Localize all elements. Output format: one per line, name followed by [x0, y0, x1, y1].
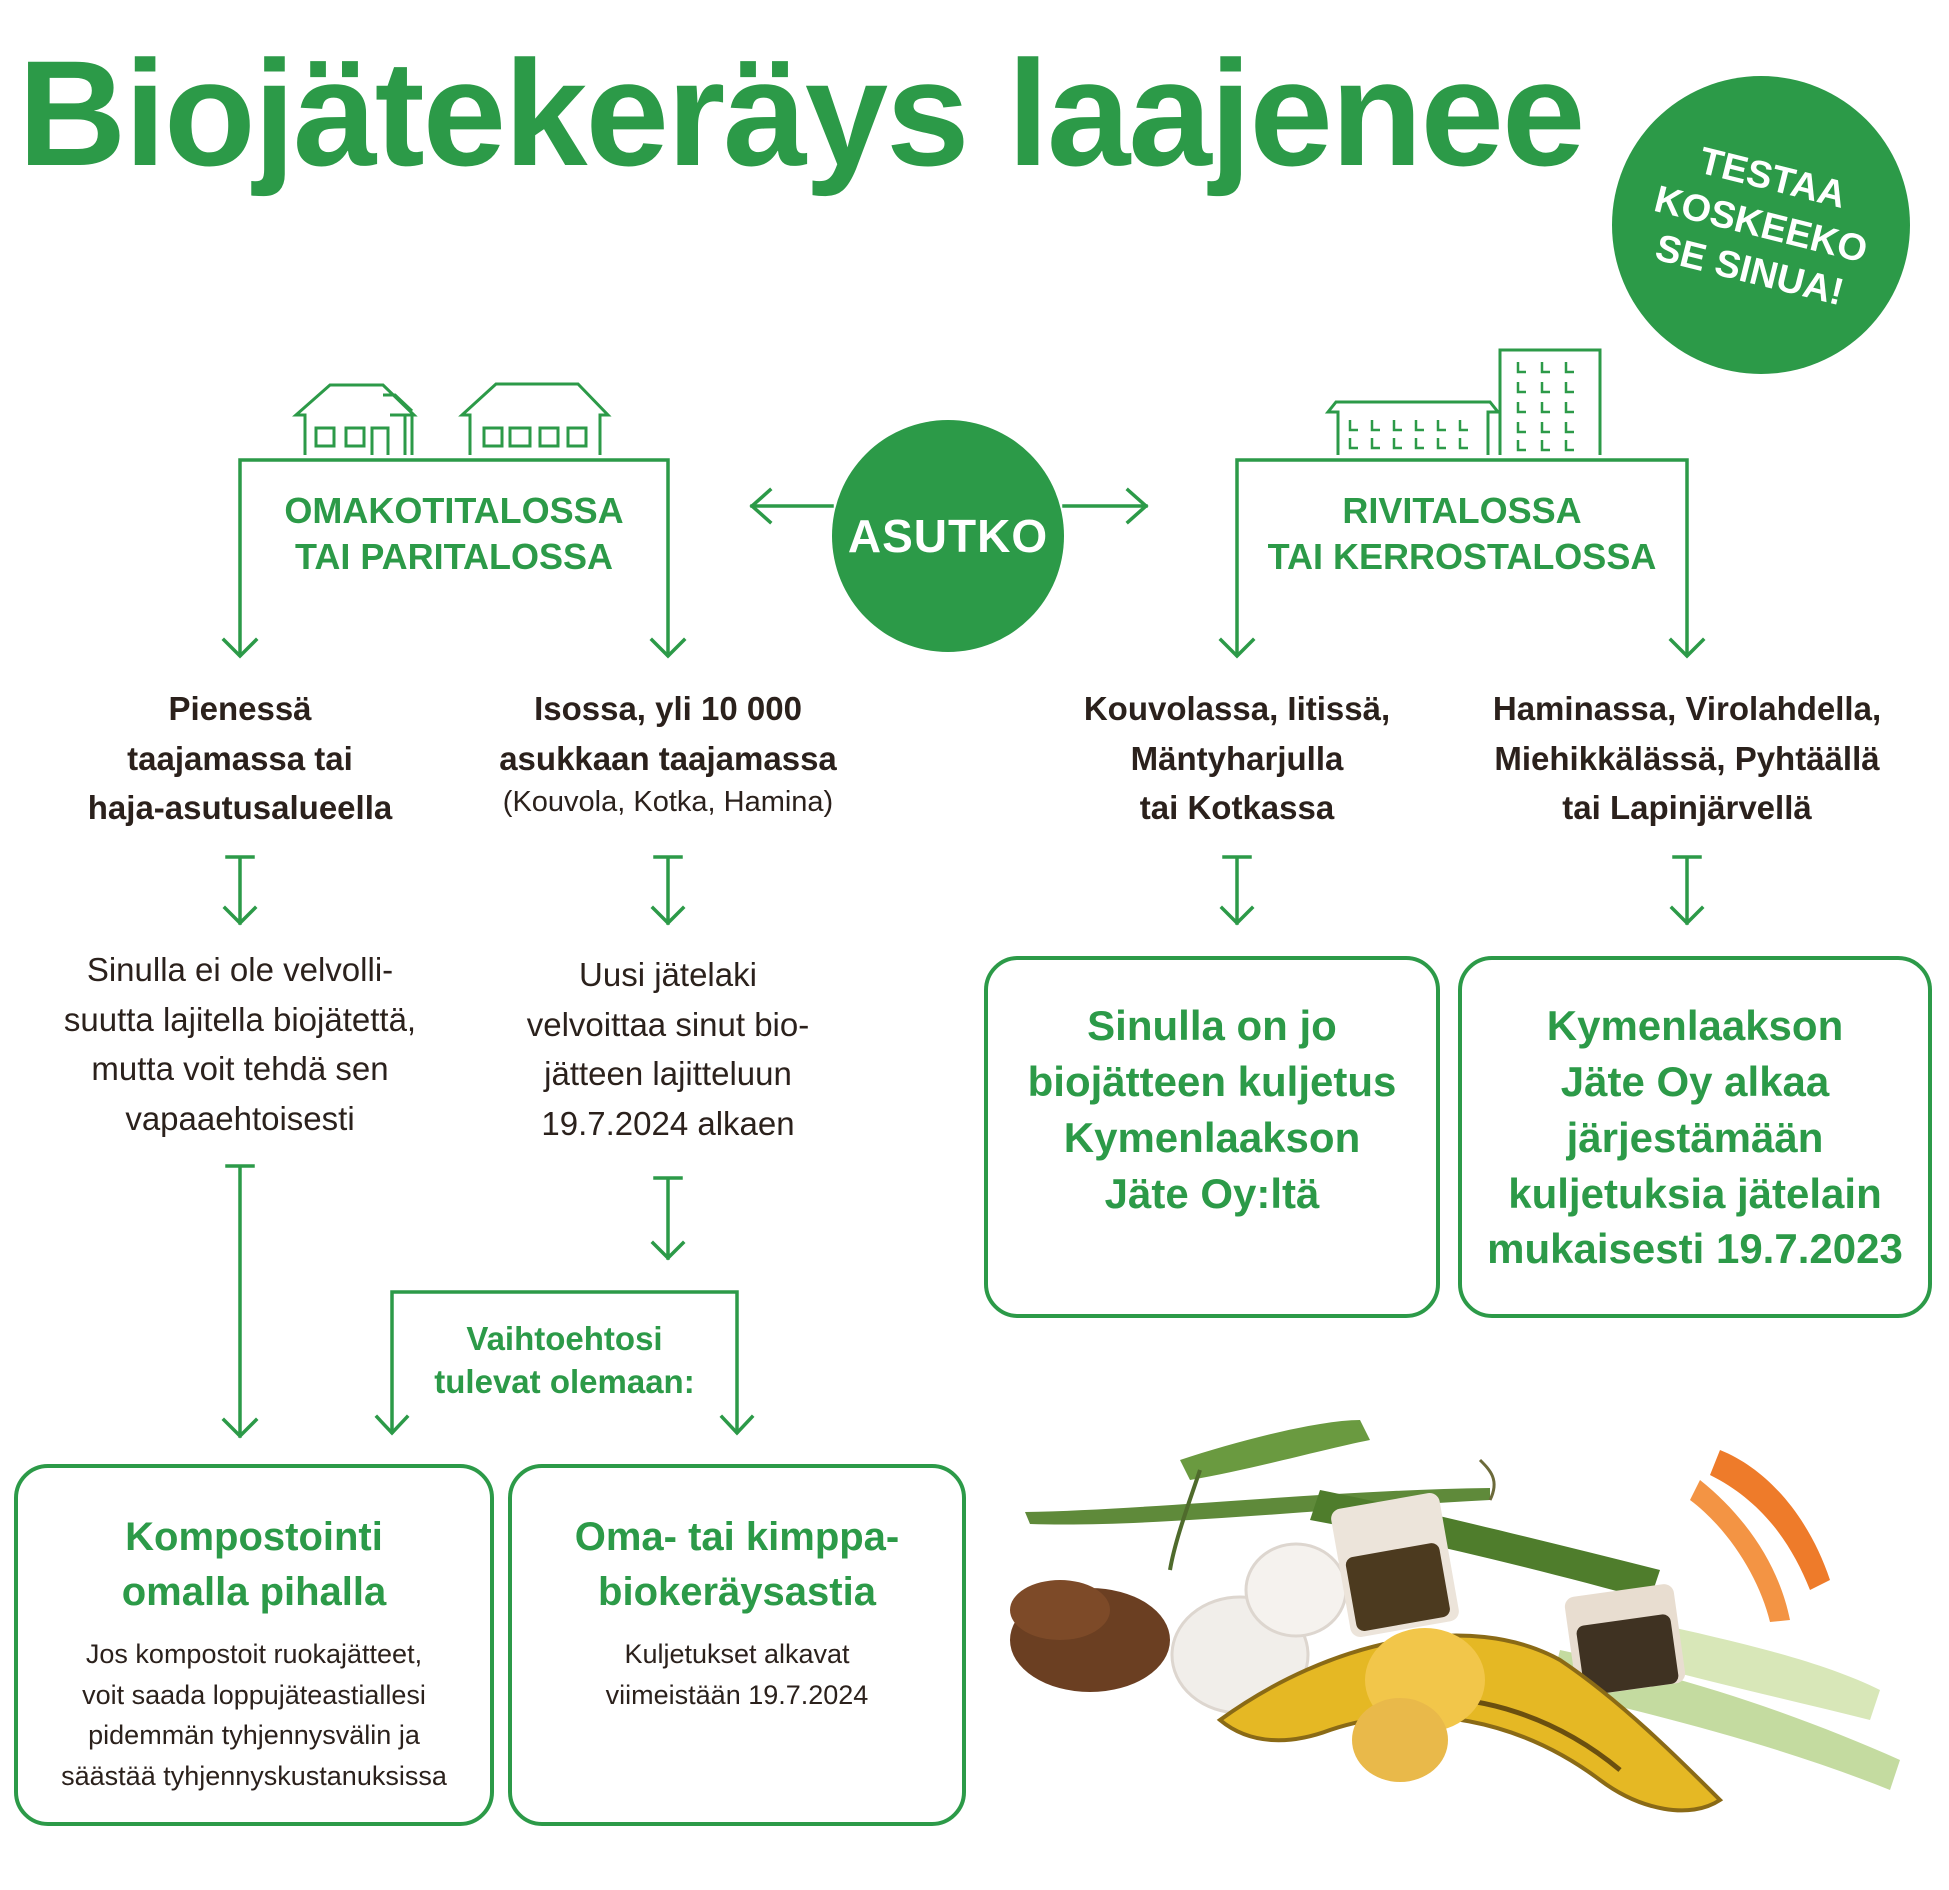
composting-title: Kompostointi omalla pihalla: [121, 1515, 387, 1615]
test-badge[interactable]: [1612, 76, 1910, 374]
box-hamina-text: Kymenlaakson Jäte Oy alkaa järjestämään kuljetuksia jätelain mukaisesti 19.7.2023: [1487, 1002, 1903, 1273]
box-hamina: [1458, 956, 1932, 1318]
location-large-settlement: Isossa, yli 10 000 asukkaan taajamassa: [499, 690, 837, 777]
biowaste-illustration: [1010, 1420, 1900, 1810]
page-title: Biojätekeräys laajenee: [18, 29, 1584, 197]
apartments-icon: [1328, 350, 1600, 455]
box-biowaste-bin: [508, 1464, 966, 1826]
composting-body: Jos kompostoit ruokajätteet, voit saada loppujäteastiallesi pidemmän tyhjennysvälin ja säästää tyhjennyskustanuksissa: [61, 1639, 447, 1791]
category-apartment: RIVITALOSSA TAI KERROSTALOSSA: [1267, 490, 1657, 578]
description-no-obligation: Sinulla ei ole velvolli- suutta lajitella biojätettä, mutta voit tehdä sen vapaaehtoisesti: [63, 951, 417, 1137]
location-large-examples: (Kouvola, Kotka, Hamina): [502, 786, 834, 818]
box-kouvola-text: Sinulla on jo biojätteen kuljetus Kymenlaakson Jäte Oy:ltä: [1027, 1002, 1397, 1217]
test-badge-label: TESTAA KOSKEEKO SE SINUA!: [1650, 139, 1872, 314]
biowaste-bin-title: Oma- tai kimppa- biokeräysastia: [574, 1515, 900, 1615]
biowaste-bin-body: Kuljetukset alkavat viimeistään 19.7.2024: [605, 1639, 869, 1710]
location-kouvola-group: Kouvolassa, Iitissä, Mäntyharjulla tai Kotkassa: [1083, 690, 1391, 826]
box-composting: [14, 1464, 494, 1826]
long-arrow-left: [224, 1166, 256, 1436]
category-detached-house: OMAKOTITALOSSA TAI PARITALOSSA: [284, 490, 624, 578]
description-new-law: Uusi jätelaki velvoittaa sinut bio- jätteen lajitteluun 19.7.2024 alkaen: [526, 956, 810, 1142]
arrows-row-2: [225, 857, 1702, 923]
arrow-to-alternatives: [653, 1178, 683, 1258]
asutko-circle: ASUTKO: [832, 420, 1064, 652]
houses-icon: [296, 384, 608, 455]
location-small-settlement: Pienessä taajamassa tai haja-asutusalueella: [87, 690, 393, 826]
alternatives-label: Vaihtoehtosi tulevat olemaan:: [434, 1320, 695, 1400]
box-kouvola: [984, 956, 1440, 1318]
location-hamina-group: Haminassa, Virolahdella, Miehikkälässä, Pyhtäällä tai Lapinjärvellä: [1492, 690, 1882, 826]
